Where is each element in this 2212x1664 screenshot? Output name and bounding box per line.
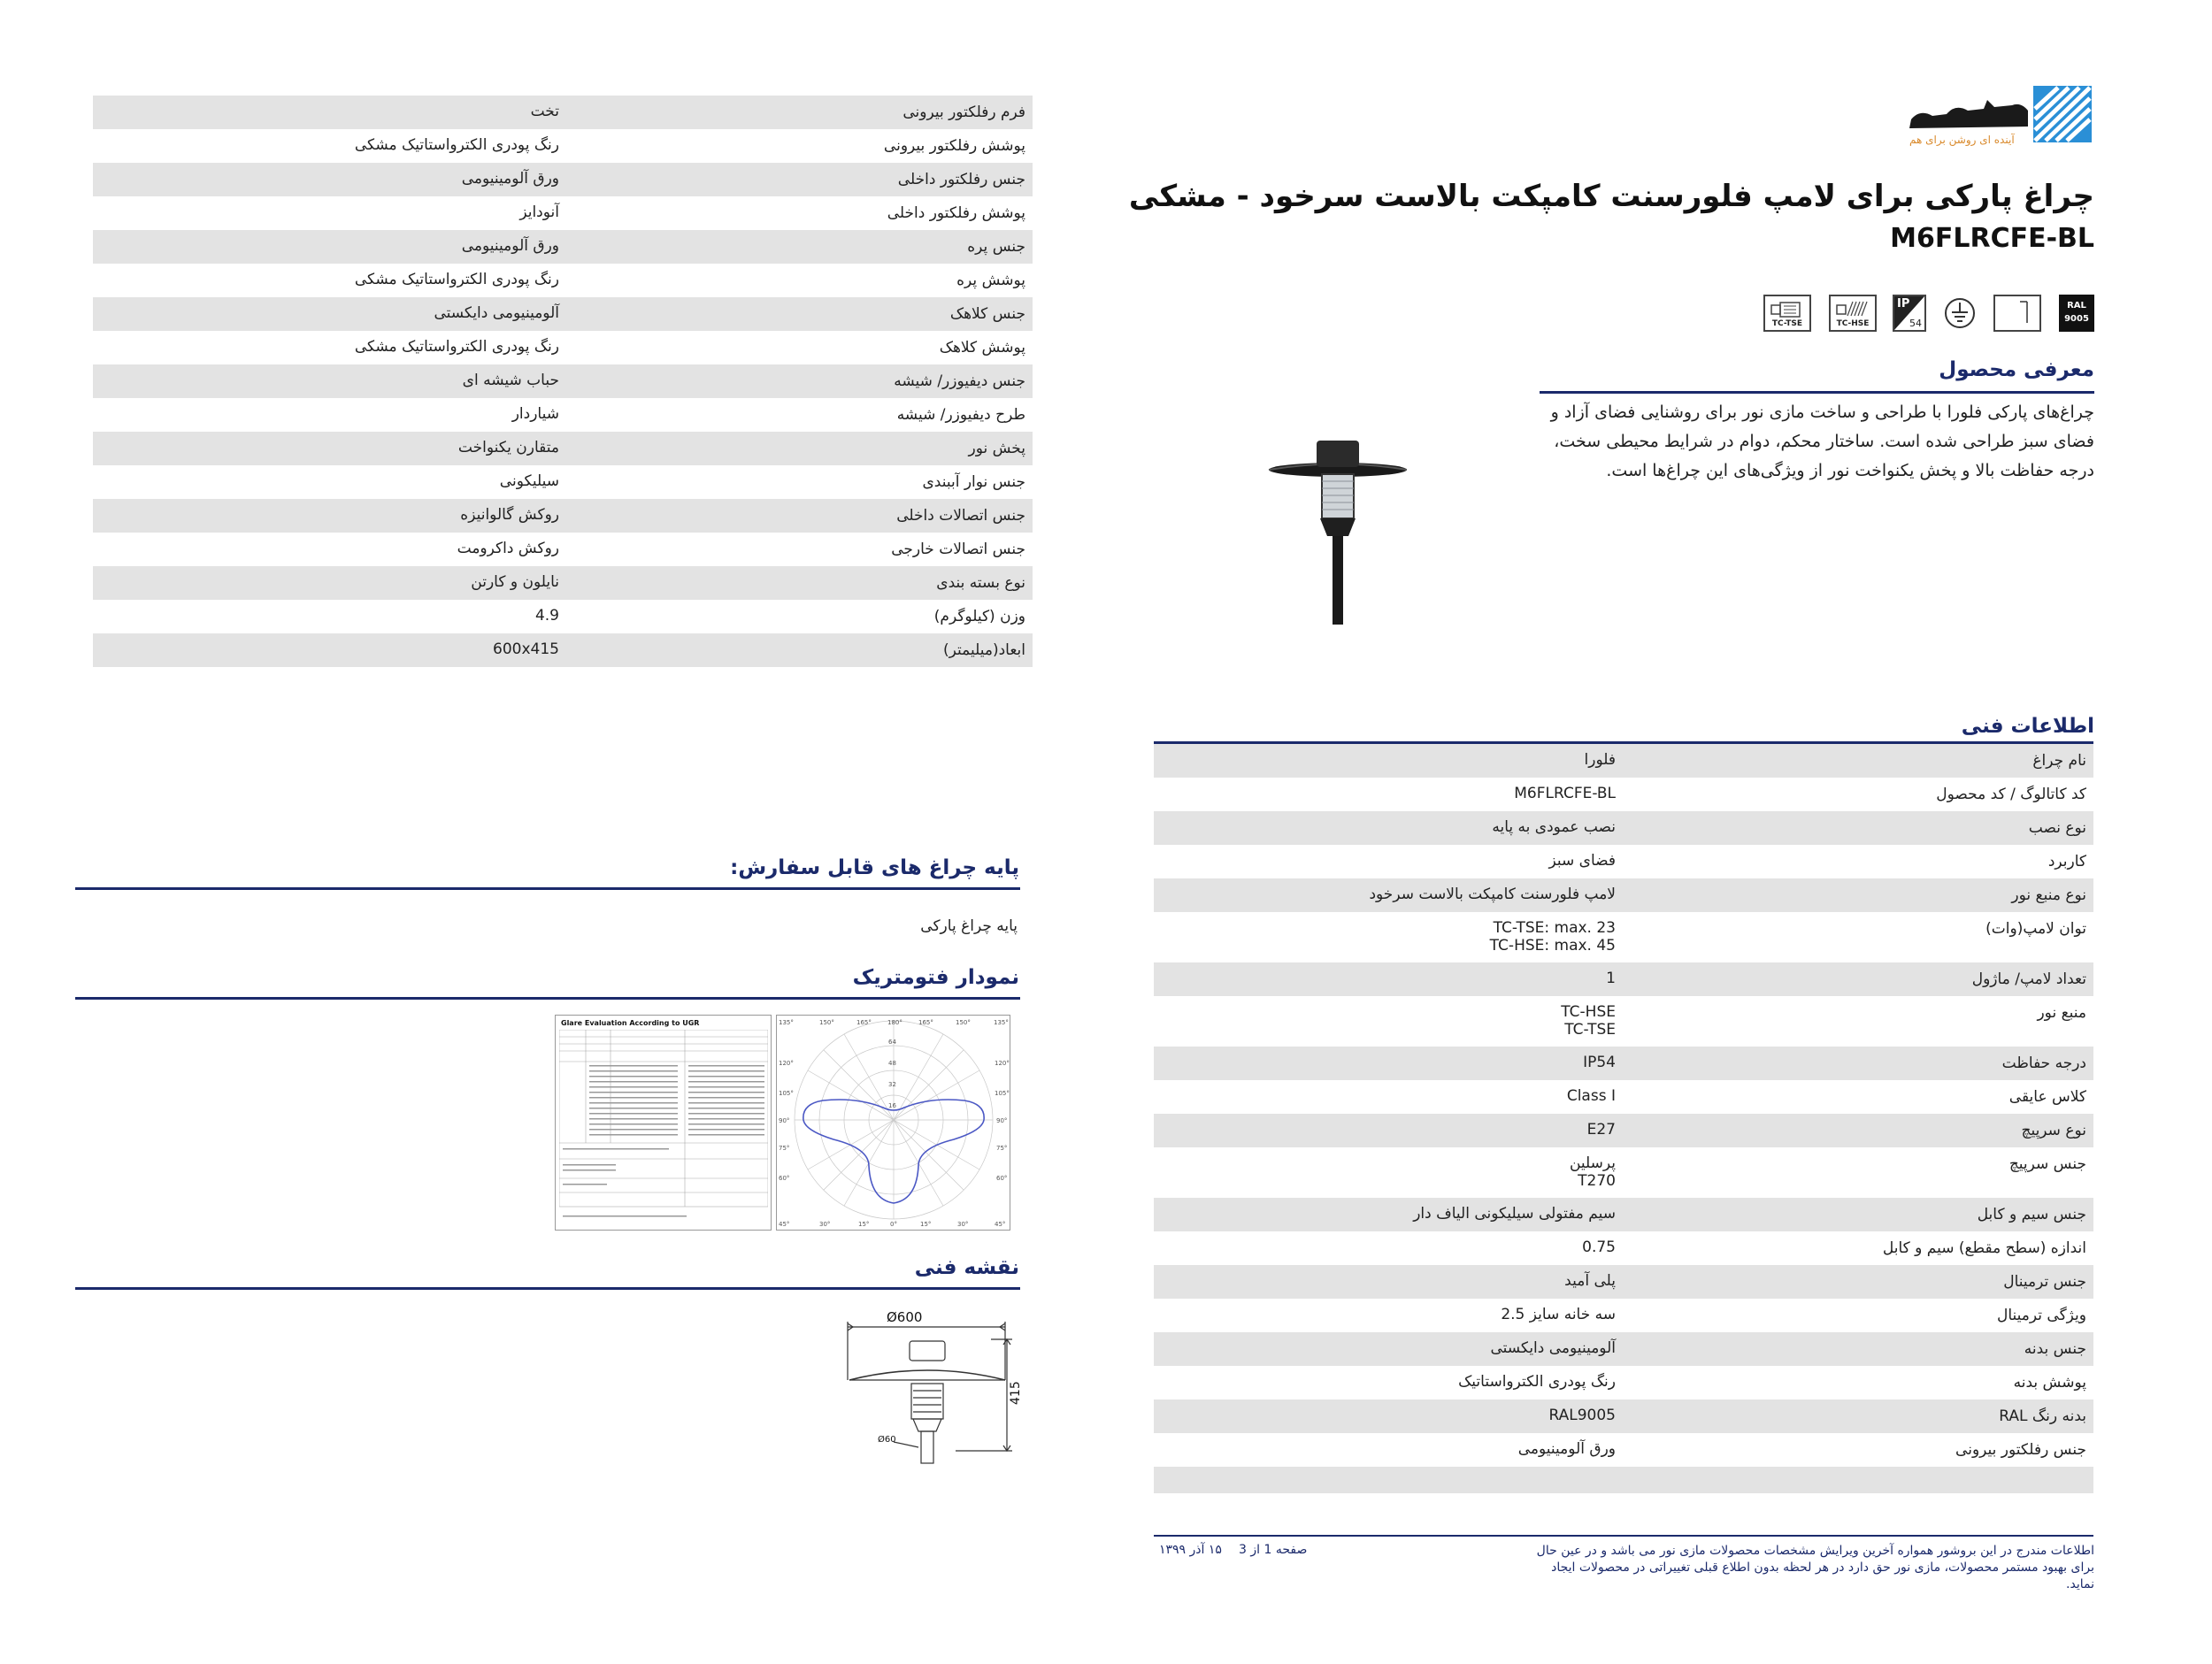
row-label: جنس دیفیوزر/ شیشه [894,372,1025,390]
row-label: پوشش رفلکتور داخلی [887,204,1025,222]
polar-label-top: 135° [994,1019,1009,1026]
row-value-line: پرسلین [1569,1154,1616,1172]
row-label: نوع نصب [2028,819,2086,837]
row-label: پوشش کلاهک [939,339,1025,357]
table-row [1154,744,2093,778]
row-value: آلومینیومی دایکستی [1490,1339,1616,1357]
bases-title: پایه چراغ های قابل سفارش: [730,856,1019,879]
table-row [93,230,1033,264]
table-row [93,633,1033,667]
row-label: پوشش بدنه [2013,1374,2086,1392]
ugr-glare-table [555,1015,772,1231]
row-label: جنس بدنه [2024,1340,2086,1358]
row-label: پخش نور [968,440,1025,457]
logo-tagline: آینده ای روشن برای هم [1909,134,2015,146]
row-value-line: TC-TSE: max. 23 [1493,919,1616,937]
table-row [1154,811,2093,845]
polar-radial-label: 16 [888,1102,896,1109]
table-row [93,600,1033,633]
table-row [1154,878,2093,912]
table-row [1154,1332,2093,1366]
ral-color-icon [2059,295,2094,332]
feature-badges [1763,295,2094,334]
polar-label-top: 150° [956,1019,971,1026]
polar-label-bottom: 15° [858,1221,870,1228]
polar-label-top: 165° [918,1019,933,1026]
polar-label-side: 90° [996,1117,1008,1124]
row-value: سیم مفتولی سیلیکونی الیاف دار [1413,1205,1616,1223]
row-label: فرم رفلکتور بیرونی [902,104,1025,121]
table-row [1154,962,2093,996]
base-item: پایه چراغ پارکی [920,917,1018,935]
row-label: جنس پره [967,238,1025,256]
polar-label-side: 60° [996,1175,1008,1182]
row-value: متقارن یکنواخت [457,439,559,457]
photometric-rule [75,997,1020,1000]
row-value: لامپ فلورسنت کامپکت بالاست سرخود [1369,886,1616,903]
table-row [93,129,1033,163]
row-label: ابعاد(میلیمتر) [942,641,1025,659]
intro-rule [1540,391,2094,394]
technical-table [1154,744,2093,1493]
row-value: رنگ پودری الکترواستاتیک [1458,1373,1616,1391]
polar-label-bottom: 45° [779,1221,790,1228]
row-label: نوع بسته بندی [936,574,1025,592]
row-label: کاربرد [2047,853,2086,870]
footer-rule [1154,1535,2093,1537]
polar-label-top: 180° [887,1019,902,1026]
polar-diagram [776,1015,1010,1231]
row-value: آنودایز [519,203,559,222]
table-row [1154,1299,2093,1332]
product-code: M6FLRCFE-BL [1890,223,2094,254]
row-label: نوع سرپیچ [2021,1122,2086,1139]
row-label: کلاس عایقی [2008,1088,2086,1106]
polar-chart [777,1016,1011,1231]
lamp-outline-drawing [832,1309,1026,1477]
continued-table [93,96,1033,667]
row-value: E27 [1586,1121,1616,1139]
table-row [93,432,1033,465]
intro-text: چراغ‌های پارکی فلورا با طراحی و ساخت مازی نور برای روشنایی فضای آزاد و فضای سبز طراحی شده است. ساختار محکم، دوام در شرایط محیطی سخت، درجه حفاظت بالا و پخش یکنواخت نور از ویژگی‌های این چراغ‌ها است. [1550,403,2094,480]
row-label: اندازه (سطح مقطع) سیم و کابل [1882,1239,2086,1257]
polar-radial-label: 64 [888,1039,896,1046]
ral-label: RAL [2067,301,2086,311]
mounting-icon [1993,295,2041,332]
ip-label: IP [1897,297,1910,311]
table-row [93,499,1033,533]
row-value: Class I [1566,1087,1616,1105]
table-row [93,566,1033,600]
row-value: 1 [1606,970,1616,987]
row-value: فضای سبز [1548,852,1616,870]
row-value: 4.9 [534,607,559,625]
table-row [1154,1198,2093,1231]
table-row [93,465,1033,499]
table-row [1154,1231,2093,1265]
polar-label-side: 60° [779,1175,790,1182]
table-row [93,533,1033,566]
polar-label-side: 75° [996,1145,1008,1152]
polar-label-side: 105° [995,1090,1010,1097]
row-value: رنگ پودری الکترواستاتیک مشکی [354,136,559,155]
row-value: حباب شیشه ای [462,372,559,390]
row-value: ورق آلومینیومی [461,170,559,188]
table-row [1154,1080,2093,1114]
drawing-diameter: Ø600 [887,1309,923,1325]
table-row [93,297,1033,331]
table-row [1154,996,2093,1047]
table-row [93,96,1033,129]
table-row [1154,1265,2093,1299]
drawing-pole-diameter: Ø60 [878,1435,896,1445]
ip-value: 54 [1909,318,1922,329]
polar-radial-label: 32 [888,1081,896,1088]
table-row [93,196,1033,230]
table-row [1154,1433,2093,1467]
polar-label-side: 105° [779,1090,794,1097]
row-value-line: TC-TSE [1564,1020,1616,1039]
polar-label-bottom: 30° [957,1221,969,1228]
row-value: نصب عمودی به پایه [1492,818,1616,836]
table-row [1154,912,2093,962]
drawing-rule [75,1287,1020,1290]
technical-title: اطلاعات فنی [1961,715,2094,738]
row-value: روکش گالوانیزه [460,506,559,525]
table-row [1154,1366,2093,1399]
row-label: پوشش پره [956,272,1025,289]
row-value: 0.75 [1582,1238,1616,1256]
row-value: RAL9005 [1548,1407,1616,1424]
polar-label-side: 120° [779,1060,794,1067]
row-label: نام چراغ [2032,752,2086,770]
row-value: ورق آلومینیومی [1517,1440,1616,1458]
row-label: منبع نور [2037,1004,2086,1022]
drawing-title: نقشه فنی [914,1256,1019,1279]
row-label: درجه حفاظت [2001,1054,2086,1072]
row-label: نوع منبع نور [2011,886,2086,904]
row-value: پلی آمید [1564,1272,1616,1290]
row-value: آلومینیومی دایکستی [434,304,559,323]
row-label: جنس رفلکتور بیرونی [1955,1441,2086,1459]
row-value: رنگ پودری الکترواستاتیک مشکی [354,338,559,357]
row-value [1490,920,1616,955]
ugr-grid-lines [559,1030,768,1228]
row-value [1570,1155,1616,1190]
table-row [1154,845,2093,878]
row-label: پوشش رفلکتور بیرونی [883,137,1025,155]
page-number: صفحه 1 از 3 [1239,1543,1308,1557]
table-row-empty [1154,1467,2093,1493]
polar-label-side: 90° [779,1117,790,1124]
row-value: نایلون و کارتن [471,573,559,592]
row-value: سه خانه سایز 2.5 [1501,1306,1616,1323]
table-row [1154,1114,2093,1147]
ral-code: 9005 [2064,314,2089,324]
polar-label-top: 135° [779,1019,794,1026]
polar-label-bottom: 15° [920,1221,932,1228]
row-label: جنس اتصالات خارجی [891,541,1025,558]
row-label: طرح دیفیوزر/ شیشه [896,406,1025,424]
row-label: تعداد لامپ/ ماژول [1971,970,2086,988]
publish-date: ۱۵ آذر ۱۳۹۹ [1159,1543,1222,1557]
table-row [93,264,1033,297]
row-value: سیلیکونی [499,472,559,491]
table-row [1154,778,2093,811]
row-value: M6FLRCFE-BL [1514,785,1616,802]
row-value: فلورا [1584,751,1616,769]
row-label: بدنه رنگ RAL [1999,1407,2086,1425]
row-value: ورق آلومینیومی [461,237,559,256]
intro-title: معرفی محصول [1939,358,2094,381]
table-row [1154,1047,2093,1080]
table-row [1154,1147,2093,1198]
brand-logo [1902,84,2093,155]
row-value-line: TC-HSE: max. 45 [1489,936,1616,955]
row-label: وزن (کیلوگرم) [933,608,1025,625]
table-row [93,364,1033,398]
row-value: شیاردار [511,405,559,424]
ip-rating-icon [1893,295,1926,332]
tc-tse-lamp-icon [1763,295,1811,332]
tc-hse-lamp-icon [1829,295,1877,332]
row-value: IP54 [1583,1054,1616,1071]
polar-label-top: 165° [856,1019,872,1026]
badge-label: TC-HSE [1836,319,1870,328]
polar-radial-label: 48 [888,1060,896,1067]
row-label: جنس نوار آببندی [922,473,1025,491]
bases-rule [75,887,1020,890]
polar-label-side: 120° [995,1060,1010,1067]
polar-label-bottom: 0° [890,1221,897,1228]
row-label: ویژگی ترمینال [1997,1307,2086,1324]
row-value: رنگ پودری الکترواستاتیک مشکی [354,271,559,289]
row-label: جنس سرپیچ [2008,1155,2086,1173]
row-label: توان لامپ(وات) [1985,920,2086,938]
row-value [1561,1004,1616,1039]
row-label: جنس ترمینال [2003,1273,2086,1291]
product-photo [1267,432,1409,626]
table-row [1154,1399,2093,1433]
footer-disclaimer: اطلاعات مندرج در این بروشور همواره آخرین ویرایش مشخصات محصولات مازی نور می باشد و در عین حال برای بهبود مستمر محصولات، مازی نور حق دارد در هر لحظه بدون اطلاع قبلی تغییراتی در محصولات ایجاد نماید. [1536,1544,2094,1591]
product-title: چراغ پارکی برای لامپ فلورسنت کامپکت بالاست سرخود - مشکی [1128,179,2094,214]
row-label: جنس سیم و کابل [1977,1206,2086,1223]
badge-label: TC-TSE [1771,319,1803,328]
polar-label-top: 150° [819,1019,834,1026]
row-value: تخت [530,103,559,121]
polar-label-bottom: 30° [819,1221,831,1228]
drawing-height: 415 [1009,1381,1023,1405]
table-row [93,398,1033,432]
row-value-line: TC-HSE [1561,1003,1616,1021]
polar-label-bottom: 45° [995,1221,1006,1228]
row-label: جنس کلاهک [949,305,1025,323]
table-row [93,331,1033,364]
row-label: جنس اتصالات داخلی [896,507,1025,525]
table-row [93,163,1033,196]
photometric-title: نمودار فتومتریک [852,966,1019,989]
earth-ground-icon [1943,295,1977,332]
polar-label-side: 75° [779,1145,790,1152]
technical-drawing [832,1309,1026,1477]
row-value-line: T270 [1578,1171,1616,1190]
row-value: روکش داکرومت [457,540,559,558]
ugr-title: Glare Evaluation According to UGR [561,1019,700,1027]
row-label: جنس رفلکتور داخلی [897,171,1025,188]
row-value: 600x415 [493,640,559,659]
row-label: کد کاتالوگ / کد محصول [1936,786,2086,803]
